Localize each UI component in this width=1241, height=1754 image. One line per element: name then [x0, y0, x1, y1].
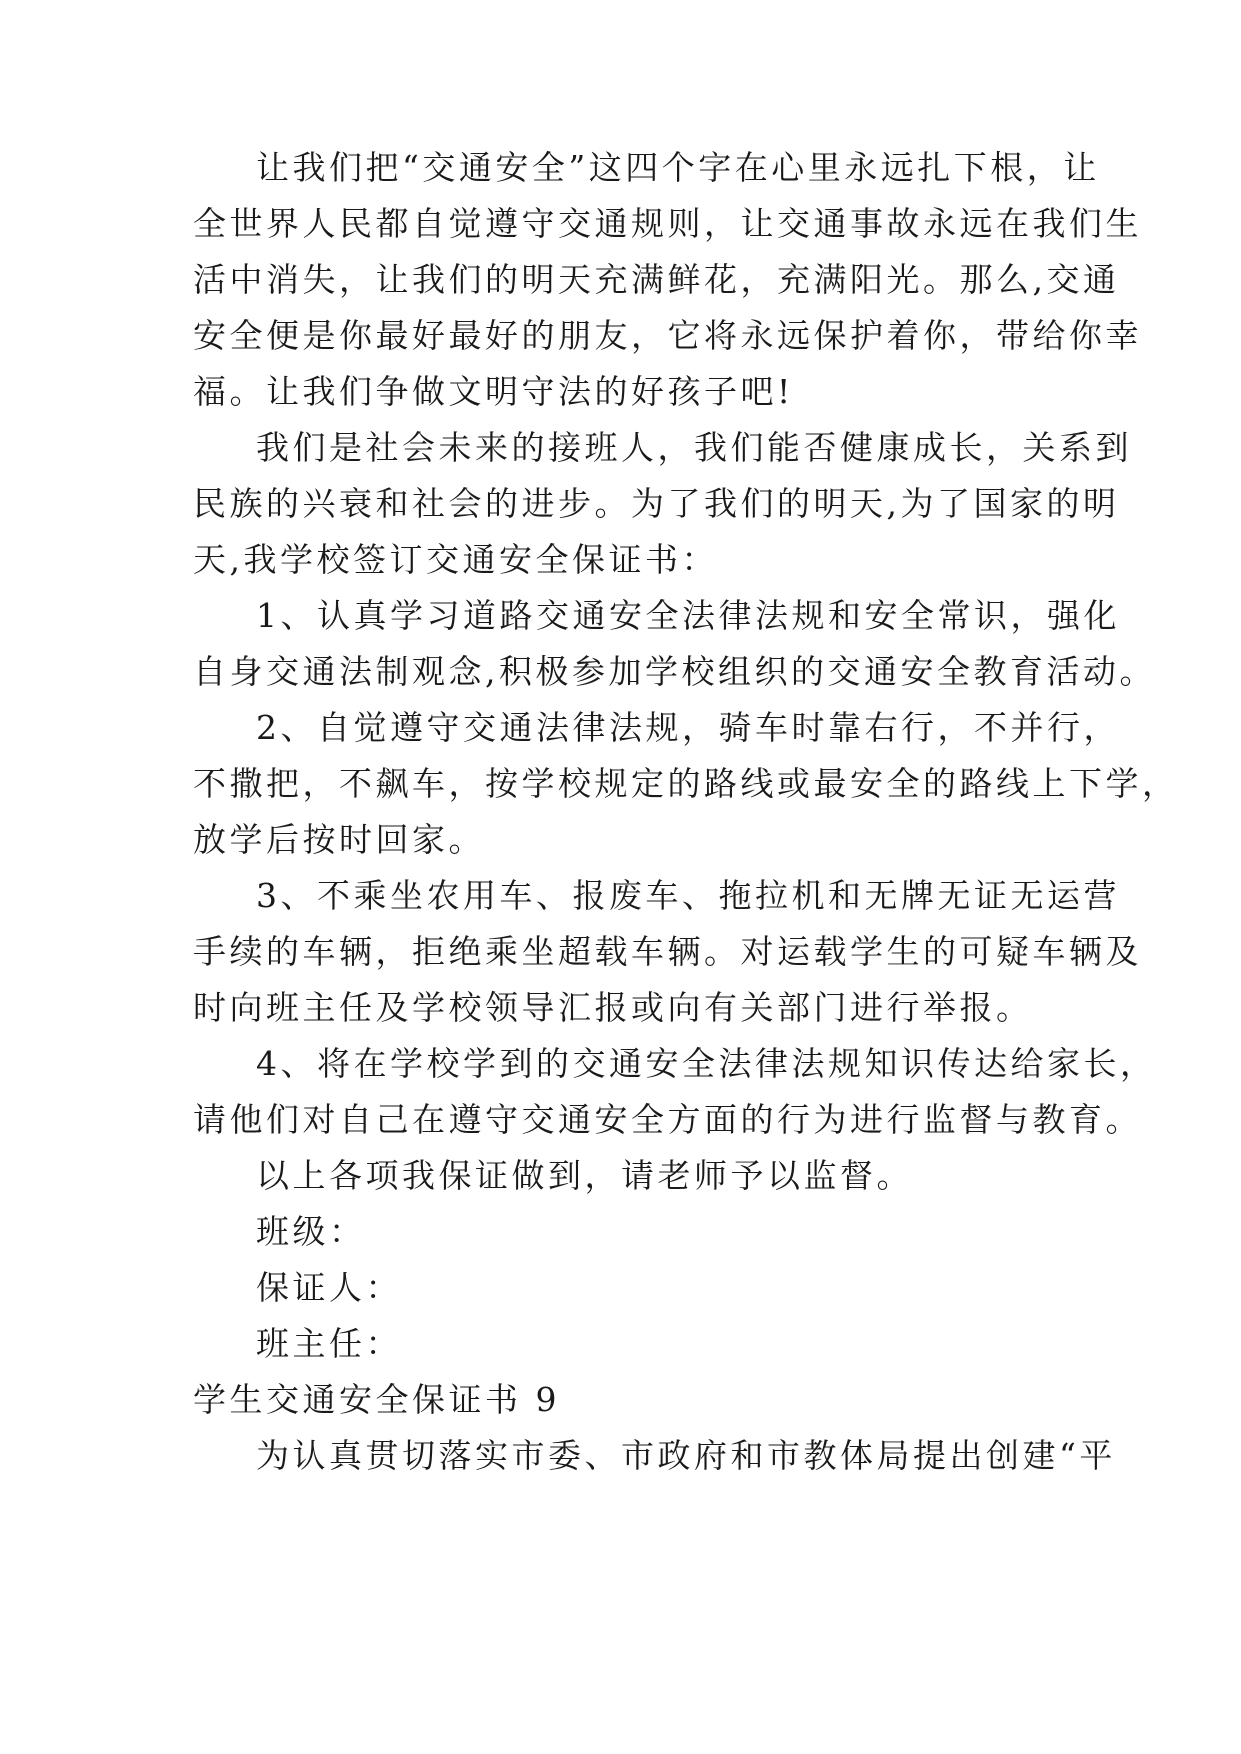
list-item-line: 2、自觉遵守交通法律法规，骑车时靠右行，不并行，	[256, 708, 1120, 747]
paragraph-line: 为认真贯切落实市委、市政府和市教体局提出创建“平	[256, 1436, 1116, 1475]
paragraph-line: 天,我学校签订交通安全保证书：	[193, 540, 718, 579]
paragraph-line: 我们是社会未来的接班人，我们能否健康成长，关系到	[256, 428, 1132, 467]
list-item-line: 4、将在学校学到的交通安全法律法规知识传达给家长，	[256, 1044, 1157, 1083]
list-item-line: 3、不乘坐农用车、报废车、拖拉机和无牌无证无运营	[256, 876, 1120, 915]
paragraph-line: 民族的兴衰和社会的进步。为了我们的明天,为了国家的明	[193, 484, 1120, 523]
list-item-line: 1、认真学习道路交通安全法律法规和安全常识，强化	[256, 596, 1120, 635]
paragraph-line: 让我们把“交通安全”这四个字在心里永远扎下根，让	[256, 148, 1100, 187]
list-item-line: 请他们对自己在遵守交通安全方面的行为进行监督与教育。	[193, 1100, 1142, 1139]
list-item-line: 放学后按时回家。	[193, 820, 485, 859]
list-item-line: 自身交通法制观念,积极参加学校组织的交通安全教育活动。	[193, 652, 1156, 691]
guarantor-field-label: 保证人：	[256, 1268, 402, 1307]
list-item-line: 不撒把，不飙车，按学校规定的路线或最安全的路线上下学，	[193, 764, 1179, 803]
list-item-line: 时向班主任及学校领导汇报或向有关部门进行举报。	[193, 988, 1033, 1027]
head-teacher-field-label: 班主任：	[256, 1324, 402, 1363]
paragraph-line: 安全便是你最好最好的朋友，它将永远保护着你，带给你幸	[193, 316, 1142, 355]
paragraph-line: 全世界人民都自觉遵守交通规则，让交通事故永远在我们生	[193, 204, 1142, 243]
list-item-line: 手续的车辆，拒绝乘坐超载车辆。对运载学生的可疑车辆及	[193, 932, 1142, 971]
paragraph-line: 福。让我们争做文明守法的好孩子吧!	[193, 372, 794, 411]
class-field-label: 班级：	[256, 1212, 366, 1251]
paragraph-line: 活中消失，让我们的明天充满鲜花，充满阳光。那么,交通	[193, 260, 1120, 299]
section-heading: 学生交通安全保证书 9	[193, 1380, 560, 1419]
closing-statement: 以上各项我保证做到，请老师予以监督。	[256, 1156, 913, 1195]
